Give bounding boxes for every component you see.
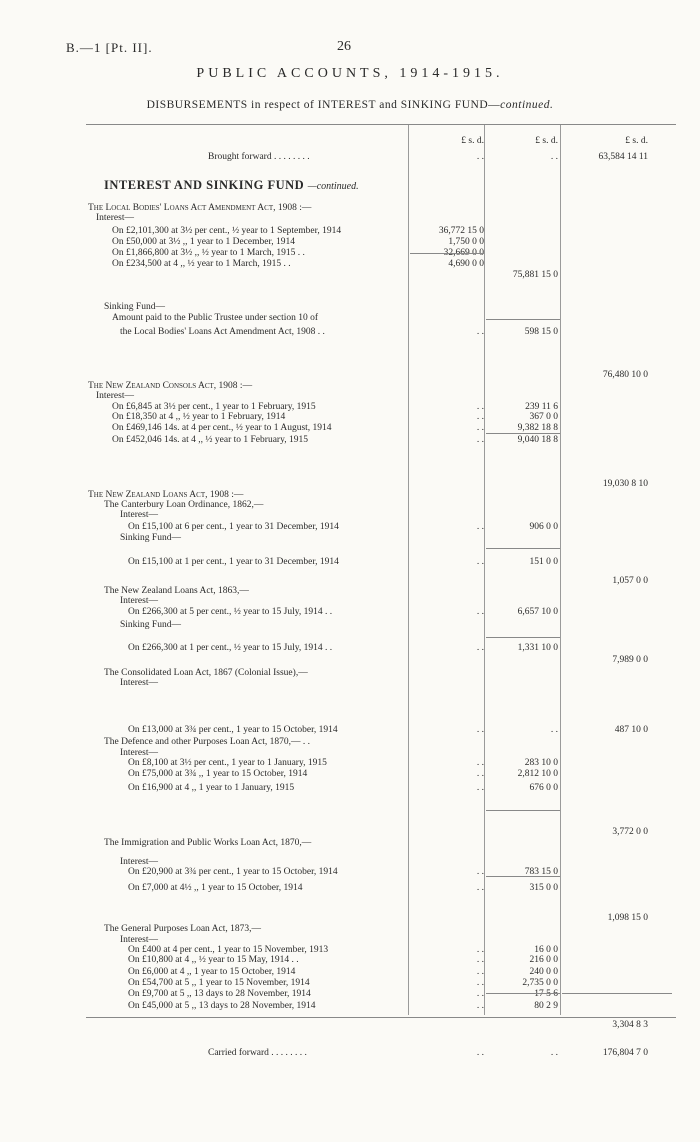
row-description: Interest—: [120, 857, 158, 867]
row-amount-c2: 80 2 9: [534, 1001, 558, 1011]
row-amount-c2: 216 0 0: [529, 955, 558, 965]
table-row: [0, 989, 700, 1001]
row-amount-c2: 598 15 0: [524, 327, 558, 337]
row-amount-c1: . .: [476, 402, 484, 412]
row-description: On £6,000 at 4 ,, 1 year to 15 October, 1914: [128, 967, 296, 977]
row-description: The Local Bodies' Loans Act Amendment Act, 1908 :—: [88, 203, 312, 213]
row-description: The Canterbury Loan Ordinance, 1862,—: [104, 500, 264, 510]
row-description: Interest—: [120, 935, 158, 945]
row-amount-c1: . .: [476, 967, 484, 977]
page-title: PUBLIC ACCOUNTS, 1914-1915.: [196, 66, 504, 81]
row-amount-c2: 17 5 6: [534, 989, 558, 999]
row-amount-c1: . .: [476, 152, 484, 162]
table-row: [0, 533, 700, 545]
row-description: On £13,000 at 3¾ per cent., 1 year to 15 October, 1914: [128, 725, 338, 735]
row-amount-c2: 75,881 15 0: [512, 270, 558, 280]
row-amount-c1: . .: [476, 412, 484, 422]
table-row: [0, 955, 700, 967]
table-row: [0, 725, 700, 737]
row-amount-c2: 315 0 0: [529, 883, 558, 893]
table-row: [0, 883, 700, 895]
row-description: On £45,000 at 5 ,, 13 days to 28 November, 1914: [128, 1001, 316, 1011]
subtotal-rule: [562, 993, 672, 994]
row-description: Sinking Fund—: [120, 620, 181, 630]
row-description: Brought forward . . . . . . . .: [208, 152, 310, 162]
table-row: [0, 607, 700, 619]
subtotal-rule: [486, 433, 560, 434]
row-amount-c2: 239 11 6: [525, 402, 558, 412]
row-amount-c1: . .: [476, 989, 484, 999]
table-row: [0, 557, 700, 569]
row-description: On £20,900 at 3¾ per cent., 1 year to 15 October, 1914: [128, 867, 338, 877]
row-amount-c1: . .: [476, 955, 484, 965]
table-row: [0, 769, 700, 781]
row-amount-c2: . .: [550, 152, 558, 162]
row-amount-c1: . .: [476, 423, 484, 433]
row-description: On £75,000 at 3¾ ,, 1 year to 15 October, 1914: [128, 769, 308, 779]
row-amount-c2: 2,812 10 0: [517, 769, 558, 779]
row-description: Interest—: [120, 510, 158, 520]
row-description: On £234,500 at 4 ,, ½ year to 1 March, 1915 . .: [112, 259, 291, 269]
row-amount-c1: . .: [476, 327, 484, 337]
row-description: On £7,000 at 4½ ,, 1 year to 15 October, 1914: [128, 883, 303, 893]
row-amount-c2: . .: [550, 1048, 558, 1058]
row-description: On £54,700 at 5 ,, 1 year to 15 November, 1914: [128, 978, 310, 988]
row-amount-c1: . .: [476, 783, 484, 793]
table-row: [0, 838, 700, 850]
row-amount-c2: 151 0 0: [529, 557, 558, 567]
row-description: On £9,700 at 5 ,, 13 days to 28 November, 1914: [128, 989, 311, 999]
table-row: [0, 435, 700, 447]
row-amount-c1: . .: [476, 1001, 484, 1011]
column-header-2: £ s. d.: [535, 136, 558, 146]
row-amount-c2: 9,040 18 8: [517, 435, 558, 445]
column-header-3: £ s. d.: [625, 136, 648, 146]
row-amount-c1: . .: [476, 945, 484, 955]
row-amount-c1: 1,750 0 0: [448, 237, 484, 247]
table-row: [0, 1001, 700, 1013]
table-row: [0, 423, 700, 435]
row-description: On £266,300 at 5 per cent., ½ year to 15 July, 1914 . .: [128, 607, 333, 617]
row-description: Interest—: [96, 213, 134, 223]
row-amount-c2: 9,382 18 8: [517, 423, 558, 433]
row-amount-c2: 240 0 0: [529, 967, 558, 977]
row-amount-c1: 32,669 0 0: [443, 248, 484, 258]
row-amount-c3: 176,804 7 0: [602, 1048, 648, 1058]
section-heading: [104, 178, 359, 193]
row-amount-c1: 4,690 0 0: [448, 259, 484, 269]
row-amount-c2: 2,735 0 0: [522, 978, 558, 988]
subtotal-rule: [486, 319, 560, 320]
subtotal-rule: [486, 810, 560, 811]
row-amount-c1: . .: [476, 557, 484, 567]
table-row: [0, 510, 700, 522]
row-amount-c1: . .: [476, 607, 484, 617]
row-amount-c2: 906 0 0: [529, 522, 558, 532]
row-description: On £10,800 at 4 ,, ½ year to 15 May, 1914 . .: [128, 955, 299, 965]
row-description: Sinking Fund—: [120, 533, 181, 543]
row-description: Carried forward . . . . . . . .: [208, 1048, 307, 1058]
row-amount-c1: 36,772 15 0: [438, 226, 484, 236]
section-heading-italic: —continued.: [307, 181, 359, 192]
row-description: Interest—: [120, 596, 158, 606]
row-description: On £16,900 at 4 ,, 1 year to 1 January, 1915: [128, 783, 295, 793]
row-amount-c1: . .: [476, 883, 484, 893]
subtotal-rule: [486, 993, 560, 994]
table-row: [0, 655, 700, 667]
table-row: [0, 270, 700, 282]
row-amount-c3: 487 10 0: [614, 725, 648, 735]
row-description: the Local Bodies' Loans Act Amendment Act, 1908 . .: [120, 327, 325, 337]
row-amount-c1: . .: [476, 867, 484, 877]
subtotal-rule: [486, 548, 560, 549]
row-amount-c3: 76,480 10 0: [602, 370, 648, 380]
row-amount-c3: 7,989 0 0: [612, 655, 648, 665]
row-description: The Defence and other Purposes Loan Act, 1870,— . .: [104, 737, 311, 747]
row-description: On £266,300 at 1 per cent., ½ year to 15 July, 1914 . .: [128, 643, 333, 653]
row-description: On £452,046 14s. at 4 ,, ½ year to 1 February, 1915: [112, 435, 308, 445]
row-description: The Consolidated Loan Act, 1867 (Colonial Issue),—: [104, 668, 308, 678]
row-amount-c1: . .: [476, 522, 484, 532]
table-row: [0, 152, 700, 164]
row-amount-c3: 63,584 14 11: [598, 152, 648, 162]
row-description: Interest—: [120, 748, 158, 758]
row-description: On £18,350 at 4 ,, ½ year to 1 February, 1914: [112, 412, 286, 422]
table-row: [0, 620, 700, 632]
row-amount-c1: . .: [476, 758, 484, 768]
table-row: [0, 783, 700, 795]
row-amount-c1: . .: [476, 1048, 484, 1058]
row-description: Interest—: [120, 678, 158, 688]
subtotal-rule: [410, 253, 484, 254]
row-amount-c3: 1,098 15 0: [607, 913, 648, 923]
row-description: The Immigration and Public Works Loan Act, 1870,—: [104, 838, 312, 848]
table-row: [0, 867, 700, 879]
row-description: On £6,845 at 3½ per cent., 1 year to 1 February, 1915: [112, 402, 316, 412]
table-row: [0, 678, 700, 690]
row-description: Amount paid to the Public Trustee under section 10 of: [112, 313, 319, 323]
row-description: The New Zealand Consols Act, 1908 :—: [88, 381, 253, 391]
row-amount-c2: 6,657 10 0: [517, 607, 558, 617]
row-amount-c2: 783 15 0: [524, 867, 558, 877]
row-amount-c2: . .: [550, 725, 558, 735]
table-row: [0, 327, 700, 339]
row-amount-c2: 676 0 0: [529, 783, 558, 793]
table-row: [0, 1020, 700, 1032]
row-amount-c3: 3,304 8 3: [612, 1020, 648, 1030]
row-amount-c1: . .: [476, 978, 484, 988]
row-description: The New Zealand Loans Act, 1863,—: [104, 586, 249, 596]
row-description: The New Zealand Loans Act, 1908 :—: [88, 490, 244, 500]
row-amount-c3: 19,030 8 10: [602, 479, 648, 489]
row-amount-c3: 3,772 0 0: [612, 827, 648, 837]
row-amount-c2: 1,331 10 0: [517, 643, 558, 653]
column-headers: [0, 136, 700, 148]
page-subtitle: [0, 99, 700, 111]
column-header-1: £ s. d.: [461, 136, 484, 146]
row-description: Sinking Fund—: [104, 302, 165, 312]
row-description: The General Purposes Loan Act, 1873,—: [104, 924, 261, 934]
row-description: On £400 at 4 per cent., 1 year to 15 November, 1913: [128, 945, 329, 955]
row-description: On £2,101,300 at 3½ per cent., ½ year to 1 September, 1914: [112, 226, 342, 236]
page-reference: B.—1 [Pt. II].: [66, 40, 153, 55]
subtotal-rule: [486, 876, 560, 877]
row-amount-c3: 1,057 0 0: [612, 576, 648, 586]
row-amount-c2: 283 10 0: [524, 758, 558, 768]
subtitle-italic: continued.: [500, 99, 554, 111]
table-row: [0, 1048, 700, 1060]
row-amount-c2: 16 0 0: [534, 945, 558, 955]
row-amount-c1: . .: [476, 725, 484, 735]
row-amount-c1: . .: [476, 435, 484, 445]
row-description: On £15,100 at 6 per cent., 1 year to 31 December, 1914: [128, 522, 339, 532]
table-row: [0, 313, 700, 325]
row-amount-c1: . .: [476, 769, 484, 779]
row-description: On £1,866,800 at 3½ ,, ½ year to 1 March, 1915 . .: [112, 248, 305, 258]
subtitle-main: DISBURSEMENTS in respect of INTEREST and SINKING FUND—: [146, 99, 501, 111]
table-row: [0, 213, 700, 225]
row-description: On £50,000 at 3½ ,, 1 year to 1 December, 1914: [112, 237, 295, 247]
row-description: On £15,100 at 1 per cent., 1 year to 31 December, 1914: [128, 557, 339, 567]
row-description: Interest—: [96, 391, 134, 401]
row-description: On £8,100 at 3½ per cent., 1 year to 1 January, 1915: [128, 758, 327, 768]
section-heading-main: INTEREST AND SINKING FUND: [104, 178, 305, 192]
row-amount-c2: 367 0 0: [529, 412, 558, 422]
page-number: 26: [337, 39, 351, 54]
subtotal-rule: [486, 637, 560, 638]
table-row: [0, 643, 700, 655]
row-amount-c1: . .: [476, 643, 484, 653]
row-description: On £469,146 14s. at 4 per cent., ½ year to 1 August, 1914: [112, 423, 332, 433]
